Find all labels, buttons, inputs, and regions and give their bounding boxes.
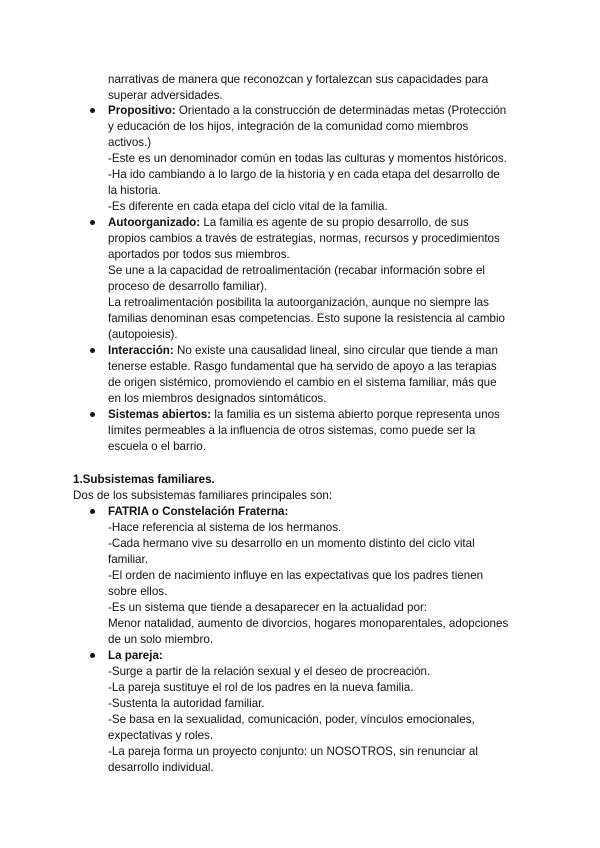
subsystem-line: Menor natalidad, aumento de divorcios, hogares monoparentales, adopciones [108, 617, 509, 630]
list-item-line: aportados por todos sus miembros. [108, 248, 290, 261]
list-item-first-line [108, 215, 469, 231]
bullet-icon [90, 108, 95, 113]
subsystem-line: -El orden de nacimiento influye en las expectativas que los padres tienen [108, 569, 484, 582]
subsystem-line: desarrollo individual. [108, 761, 214, 774]
subsystem-line: -Hace referencia al sistema de los hermanos. [108, 521, 342, 534]
list-item-line: escuela o el barrio. [108, 440, 206, 453]
list-item-line: propios cambios a través de estrategias, normas, recursos y procedimientos [108, 232, 500, 245]
subsystem-line: -Sustenta la autoridad familiar. [108, 697, 265, 710]
list-item-first-line [108, 407, 500, 423]
list-item-title: Propositivo: [108, 104, 176, 117]
list-item-text: Orientado a la construcción de determinadas metas (Protección [175, 104, 507, 117]
continuation-line: narrativas de manera que reconozcan y fortalezcan sus capacidades para [108, 73, 489, 86]
subsystem-line: -Surge a partir de la relación sexual y el deseo de procreación. [108, 665, 431, 678]
subsystem-line: de un solo miembro. [108, 633, 214, 646]
list-item-line: (autopoiesis). [108, 328, 178, 341]
bullet-icon [90, 653, 95, 658]
list-item-line: tenerse estable. Rasgo fundamental que ha servido de apoyo a las terapias [108, 360, 497, 373]
subsystem-line: familiar. [108, 553, 148, 566]
list-item-first-line [108, 343, 498, 359]
list-item-line: Se une a la capacidad de retroalimentación (recabar información sobre el [108, 264, 486, 277]
list-item-line: La retroalimentación posibilita la autoorganización, aunque no siempre las [108, 296, 489, 309]
subsystem-line: sobre ellos. [108, 585, 168, 598]
list-item-title: Interacción: [108, 344, 174, 357]
bullet-icon [90, 509, 95, 514]
list-item-text: La familia es agente de su propio desarrollo, de sus [200, 216, 469, 229]
list-item-text: la familia es un sistema abierto porque representa unos [211, 408, 500, 421]
list-item-line: proceso de desarrollo familiar). [108, 280, 268, 293]
continuation-line: superar adversidades. [108, 89, 223, 102]
section-heading: 1.Subsistemas familiares. [73, 473, 215, 486]
list-item-line: de origen sistémico, promoviendo el cambio en el sistema familiar, más que [108, 376, 497, 389]
list-item-line: -Este es un denominador común en todas las culturas y momentos históricos. [108, 152, 507, 165]
list-item-title: Sistemas abiertos: [108, 408, 212, 421]
list-item-line: la historia. [108, 184, 161, 197]
subsystem-line: -La pareja forma un proyecto conjunto: un NOSOTROS, sin renunciar al [108, 745, 478, 758]
list-item-line: en los miembros designados sintomáticos. [108, 392, 327, 405]
subsystem-line: -Es un sistema que tiende a desaparecer en la actualidad por: [108, 601, 428, 614]
subsystem-title: La pareja: [108, 649, 163, 662]
bullet-icon [90, 412, 95, 417]
subsystem-line: -La pareja sustituye el rol de los padres en la nueva familia. [108, 681, 414, 694]
subsystem-line: -Se basa en la sexualidad, comunicación, poder, vínculos emocionales, [108, 713, 475, 726]
section-intro: Dos de los subsistemas familiares principales son: [73, 489, 333, 502]
list-item-line: -Ha ido cambiando a lo largo de la historia y en cada etapa del desarrollo de [108, 168, 500, 181]
subsystem-first-line [108, 648, 163, 664]
list-item-text: No existe una causalidad lineal, sino circular que tiende a man [173, 344, 498, 357]
list-item-line: familias denominan esas competencias. Esto supone la resistencia al cambio [108, 312, 505, 325]
subsystem-first-line [108, 504, 288, 520]
list-item-line: y educación de los hijos, integración de la comunidad como miembros [108, 120, 469, 133]
list-item-line: activos.) [108, 136, 152, 149]
subsystem-line: expectativas y roles. [108, 729, 214, 742]
list-item-first-line [108, 103, 506, 119]
bullet-icon [90, 220, 95, 225]
subsystem-title: FATRIA o Constelación Fraterna: [108, 505, 289, 518]
bullet-icon [90, 348, 95, 353]
list-item-line: -Es diferente en cada etapa del ciclo vital de la familia. [108, 200, 388, 213]
subsystem-line: -Cada hermano vive su desarrollo en un momento distinto del ciclo vital [108, 537, 475, 550]
list-item-title: Autoorganizado: [108, 216, 201, 229]
list-item-line: límites permeables a la influencia de otros sistemas, como puede ser la [108, 424, 476, 437]
